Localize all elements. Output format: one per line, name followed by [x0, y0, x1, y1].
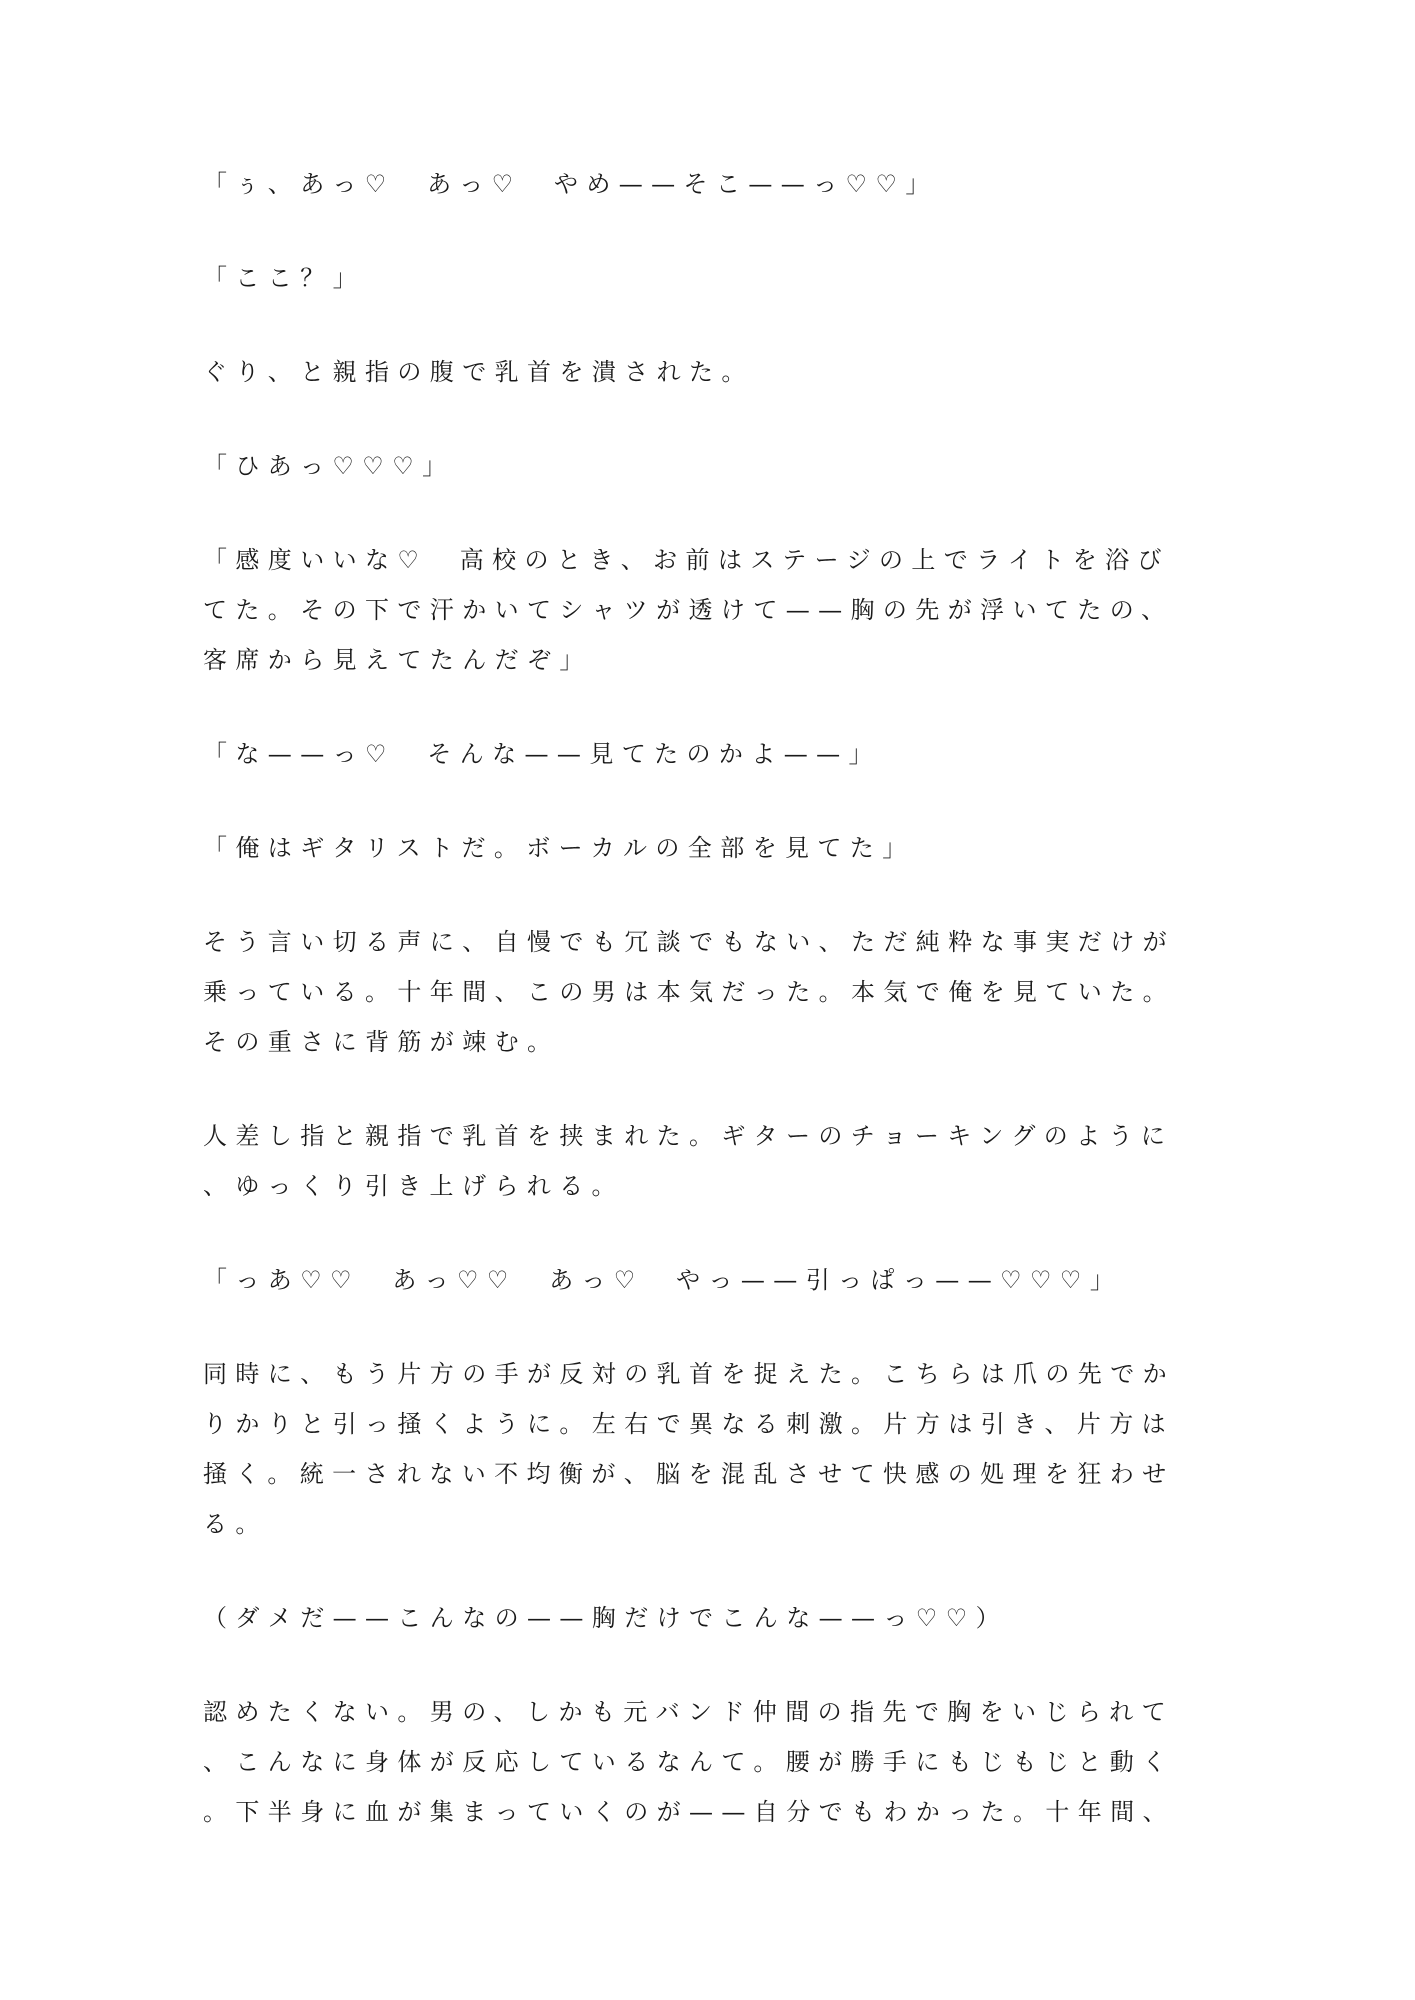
text-line: てた。その下で汗かいてシャツが透けて——胸の先が浮いてたの、 — [203, 596, 1174, 624]
paragraph — [203, 159, 1203, 209]
paragraph — [203, 1687, 1203, 1837]
text-line: 客席から見えてたんだぞ」 — [203, 646, 592, 674]
paragraph — [203, 1255, 1203, 1305]
text-line: ぐり、と親指の腹で乳首を潰された。 — [203, 358, 754, 386]
text-line: 「っあ♡♡ あっ♡♡ あっ♡ やっ——引っぱっ——♡♡♡」 — [203, 1266, 1123, 1294]
paragraph — [203, 1111, 1203, 1211]
paragraph — [203, 729, 1203, 779]
text-line: る。 — [203, 1510, 268, 1538]
text-line: 「ひあっ♡♡♡」 — [203, 452, 455, 480]
text-line: 同時に、もう片方の手が反対の乳首を捉えた。こちらは爪の先でか — [203, 1360, 1175, 1388]
text-line: 「感度いいな♡ 高校のとき、お前はステージの上でライトを浴び — [203, 546, 1170, 574]
text-line: 人差し指と親指で乳首を挟まれた。ギターのチョーキングのように — [203, 1122, 1174, 1150]
text-line: 「俺はギタリストだ。ボーカルの全部を見てた」 — [203, 834, 915, 862]
text-line: 乗っている。十年間、この男は本気だった。本気で俺を見ていた。 — [203, 978, 1175, 1006]
paragraph — [203, 1349, 1203, 1549]
paragraph — [203, 535, 1203, 685]
text-line: 「な——っ♡ そんな——見てたのかよ——」 — [203, 740, 881, 768]
text-line: りかりと引っ掻くように。左右で異なる刺激。片方は引き、片方は — [203, 1410, 1175, 1438]
text-line: 認めたくない。男の、しかも元バンド仲間の指先で胸をいじられて — [203, 1698, 1175, 1726]
text-line: 。下半身に血が集まっていくのが——自分でもわかった。十年間、 — [203, 1798, 1175, 1826]
text-line: 「ぅ、あっ♡ あっ♡ やめ——そこ——っ♡♡」 — [203, 170, 938, 198]
paragraph — [203, 347, 1203, 397]
text-line: 「ここ？」 — [203, 264, 365, 292]
paragraph — [203, 253, 1203, 303]
paragraph — [203, 441, 1203, 491]
paragraph — [203, 917, 1203, 1067]
text-line: その重さに背筋が竦む。 — [203, 1028, 560, 1056]
document-page — [203, 159, 1203, 1881]
text-line: 、ゆっくり引き上げられる。 — [203, 1172, 624, 1200]
text-line: 、こんなに身体が反応しているなんて。腰が勝手にもじもじと動く — [203, 1748, 1175, 1776]
text-line: そう言い切る声に、自慢でも冗談でもない、ただ純粋な事実だけが — [203, 928, 1175, 956]
text-line: （ダメだ——こんなの——胸だけでこんな——っ♡♡） — [203, 1604, 1009, 1632]
text-line: 掻く。統一されない不均衡が、脳を混乱させて快感の処理を狂わせ — [203, 1460, 1175, 1488]
paragraph — [203, 1593, 1203, 1643]
paragraph — [203, 823, 1203, 873]
